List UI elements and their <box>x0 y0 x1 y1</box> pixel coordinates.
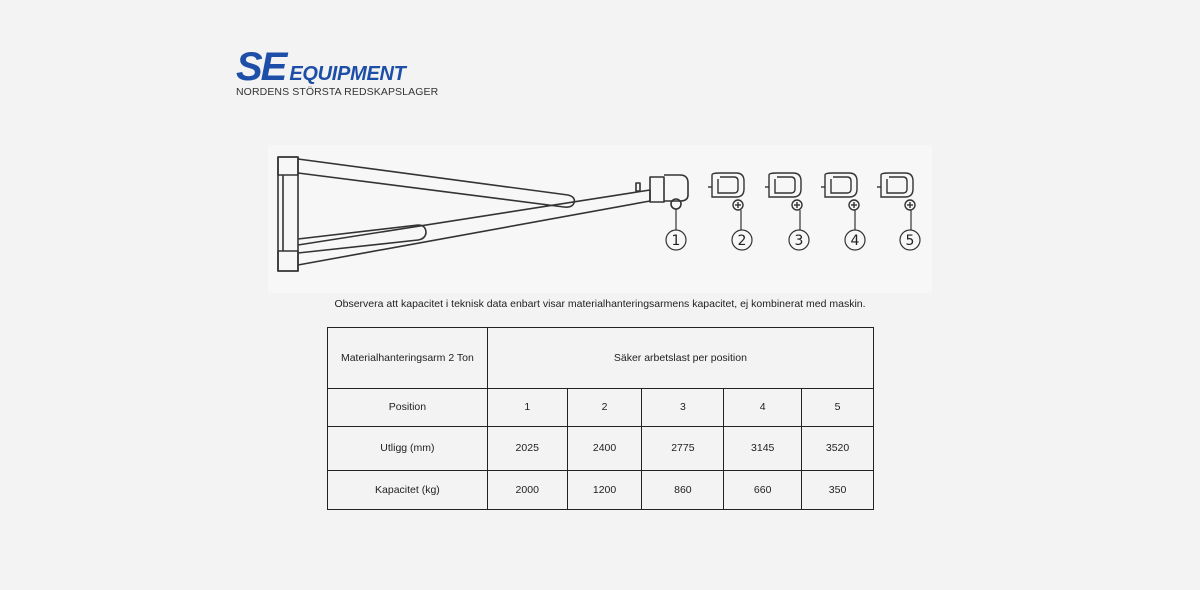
logo-se: SE <box>236 45 286 89</box>
mount-bottom-block <box>278 251 298 271</box>
capacity-note: Observera att kapacitet i teknisk data enbart visar materialhanteringsarmens kapacitet, ej kombinerat med maskin. <box>334 298 866 310</box>
logo-tagline: NORDENS STÖRSTA REDSKAPSLAGER <box>236 86 439 98</box>
brand-logo <box>236 45 439 98</box>
row-label: Position <box>328 389 488 426</box>
table-cell: 660 <box>724 470 802 509</box>
table-cell: 1 <box>487 389 567 426</box>
main-boom <box>298 190 650 265</box>
table-cell: 2000 <box>487 470 567 509</box>
arm-drawing-svg <box>268 145 932 293</box>
position-label-4: 4 <box>850 233 860 249</box>
upper-arm <box>298 159 574 207</box>
table-cell: 860 <box>642 470 724 509</box>
table-cell: 1200 <box>567 470 642 509</box>
table-row <box>328 426 874 470</box>
hook-position-4 <box>821 173 859 210</box>
hook-position-5 <box>877 173 915 210</box>
logo-equipment: EQUIPMENT <box>289 63 406 85</box>
position-label-3: 3 <box>794 233 804 249</box>
safe-load-header: Säker arbetslast per position <box>487 328 873 389</box>
spec-table <box>327 327 874 510</box>
table-cell: 2400 <box>567 426 642 470</box>
table-row <box>328 470 874 509</box>
boom-end-block <box>650 177 664 202</box>
table-cell: 2025 <box>487 426 567 470</box>
row-label: Kapacitet (kg) <box>328 470 488 509</box>
table-cell: 2775 <box>642 426 724 470</box>
table-row <box>328 389 874 426</box>
table-cell: 4 <box>724 389 802 426</box>
table-cell: 3 <box>642 389 724 426</box>
table-header-row <box>328 328 874 389</box>
hook-position-2 <box>708 173 744 210</box>
position-label-2: 2 <box>737 233 747 249</box>
table-cell: 2 <box>567 389 642 426</box>
logo-wordmark <box>236 45 436 89</box>
mount-frame <box>278 157 298 271</box>
product-name-cell: Materialhanteringsarm 2 Ton <box>328 328 488 389</box>
table-cell: 3520 <box>802 426 874 470</box>
brace-arm <box>298 225 426 253</box>
arm-technical-drawing <box>268 145 932 293</box>
table-cell: 350 <box>802 470 874 509</box>
row-label: Utligg (mm) <box>328 426 488 470</box>
table-cell: 5 <box>802 389 874 426</box>
position-label-1: 1 <box>671 233 681 249</box>
position-label-5: 5 <box>905 233 915 249</box>
mount-top-block <box>278 157 298 175</box>
hook-position-3 <box>765 173 802 210</box>
table-cell: 3145 <box>724 426 802 470</box>
